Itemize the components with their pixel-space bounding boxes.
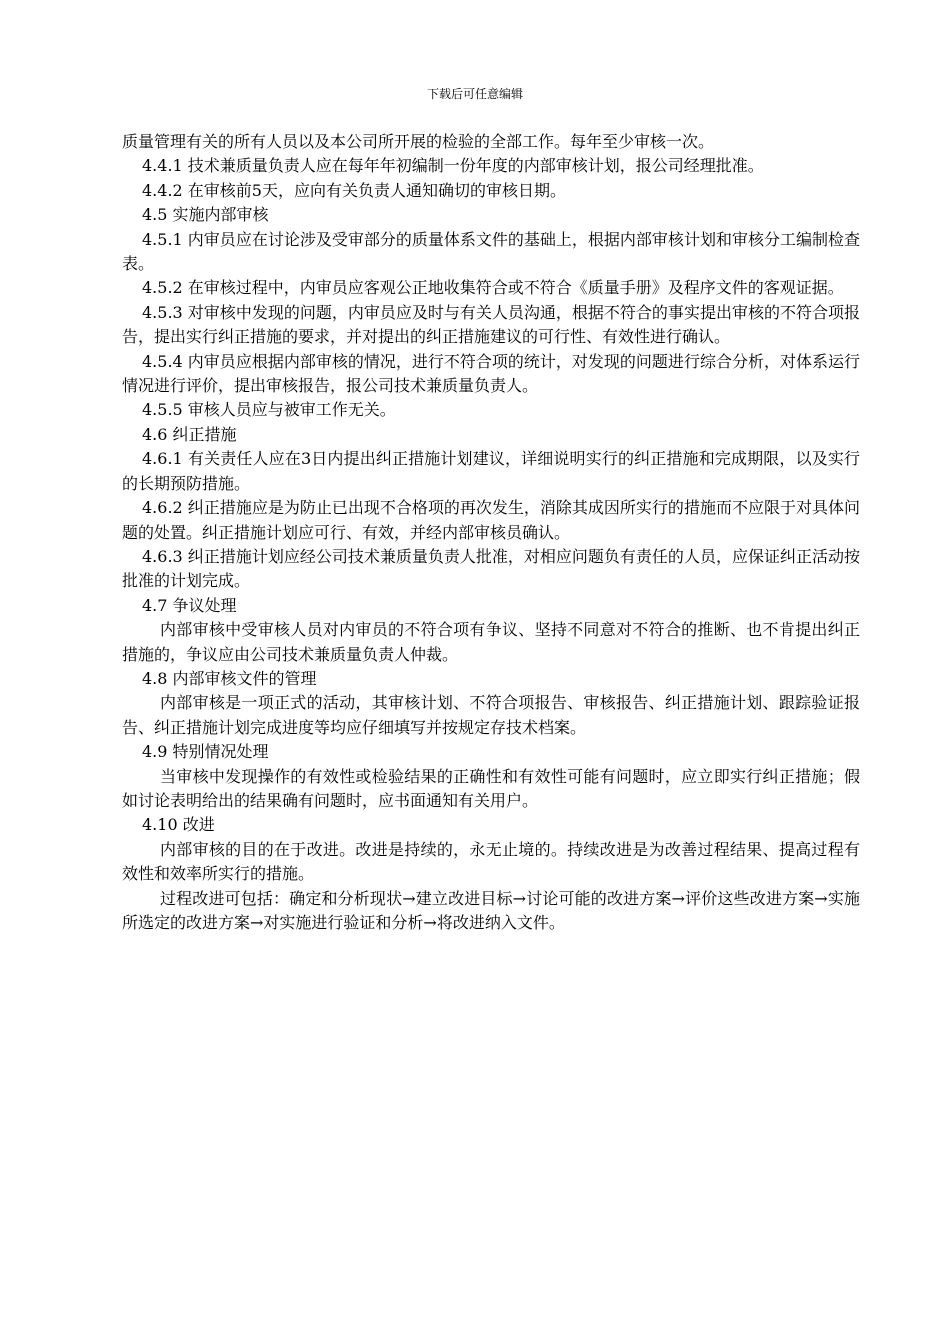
- paragraph: 4.6.1 有关责任人应在3日内提出纠正措施计划建议，详细说明实行的纠正措施和完成期限，以及实行的长期预防措施。: [122, 449, 860, 493]
- paragraph: 4.4.2 在审核前5天，应向有关负责人通知确切的审核日期。: [142, 180, 566, 200]
- paragraph: 4.7 争议处理: [142, 595, 237, 615]
- paragraph: 4.5.1 内审员应在讨论涉及受审部分的质量体系文件的基础上，根据内部审核计划和审核分工编制检查表。: [122, 229, 860, 274]
- header-note: 下载后可任意编辑: [426, 87, 523, 101]
- paragraph: 4.8 内部审核文件的管理: [142, 668, 317, 688]
- paragraph: 4.9 特别情况处理: [142, 742, 269, 762]
- paragraph: 4.5 实施内部审核: [142, 205, 269, 225]
- paragraph: 过程改进可包括：确定和分析现状→建立改进目标→讨论可能的改进方案→评价这些改进方案→实施所选定的改进方案→对实施进行验证和分析→将改进纳入文件。: [122, 888, 860, 932]
- paragraph: 4.5.3 对审核中发现的问题，内审员应及时与有关人员沟通，根据不符合的事实提出审核的不符合项报告，提出实行纠正措施的要求，并对提出的纠正措施建议的可行性、有效性进行确认。: [122, 302, 860, 347]
- paragraph: 4.10 改进: [142, 815, 215, 835]
- paragraph: 4.6.2 纠正措施应是为防止已出现不合格项的再次发生，消除其成因所实行的措施而不应限于对具体问题的处置。纠正措施计划应可行、有效，并经内部审核员确认。: [122, 498, 860, 542]
- paragraph: 4.6.3 纠正措施计划应经公司技术兼质量负责人批准，对相应问题负有责任的人员，应保证纠正活动按批准的计划完成。: [122, 546, 860, 591]
- paragraph: 4.6 纠正措施: [142, 424, 237, 444]
- paragraph: 内部审核是一项正式的活动，其审核计划、不符合项报告、审核报告、纠正措施计划、跟踪验证报告、纠正措施计划完成进度等均应仔细填写并按规定存技术档案。: [122, 693, 860, 737]
- paragraph: 内部审核中受审核人员对内审员的不符合项有争议、坚持不同意对不符合的推断、也不肯提出纠正措施的，争议应由公司技术兼质量负责人仲裁。: [122, 620, 860, 664]
- paragraph: 质量管理有关的所有人员以及本公司所开展的检验的全部工作。每年至少审核一次。: [122, 132, 715, 151]
- document-body: [122, 130, 860, 935]
- paragraph: 4.5.4 内审员应根据内部审核的情况，进行不符合项的统计，对发现的问题进行综合分析，对体系运行情况进行评价，提出审核报告，报公司技术兼质量负责人。: [122, 351, 860, 396]
- paragraph: 内部审核的目的在于改进。改进是持续的，永无止境的。持续改进是为改善过程结果、提高过程有效性和效率所实行的措施。: [122, 839, 860, 884]
- paragraph: 4.5.2 在审核过程中，内审员应客观公正地收集符合或不符合《质量手册》及程序文件的客观证据。: [142, 278, 844, 298]
- paragraph: 4.5.5 审核人员应与被审工作无关。: [142, 400, 396, 420]
- paragraph: 当审核中发现操作的有效性或检验结果的正确性和有效性可能有问题时，应立即实行纠正措施；假如讨论表明给出的结果确有问题时，应书面通知有关用户。: [122, 766, 860, 810]
- paragraph: 4.4.1 技术兼质量负责人应在每年年初编制一份年度的内部审核计划，报公司经理批准。: [142, 156, 764, 176]
